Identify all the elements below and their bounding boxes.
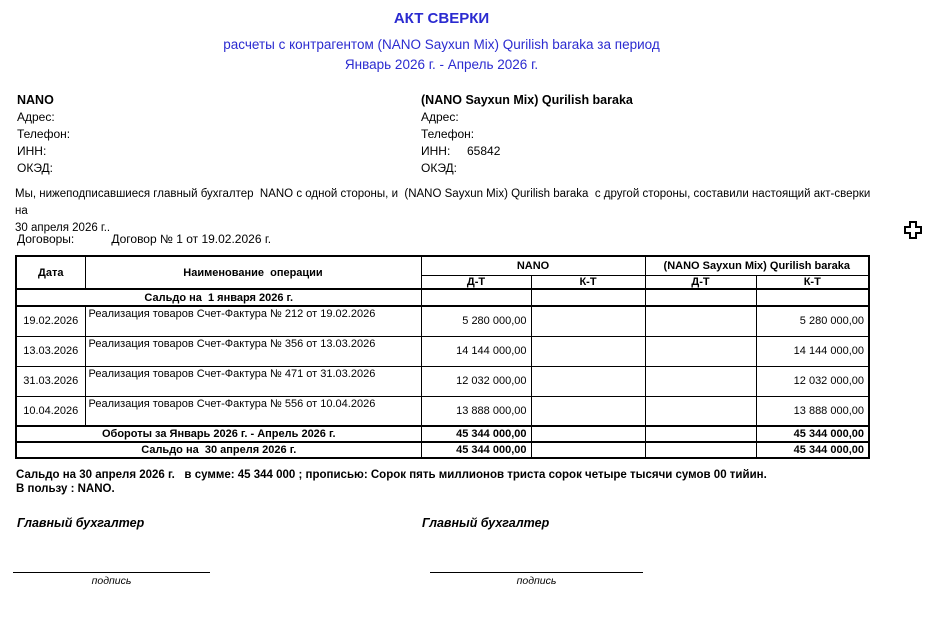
row-org2-kt: 13 888 000,00 <box>756 396 869 426</box>
col-header-org2: (NANO Sayxun Mix) Qurilish baraka <box>645 256 869 275</box>
party-block-right <box>421 91 841 177</box>
summary-amount-line: Сальдо на 30 апреля 2026 г. в сумме: 45 344 000 ; прописью: Сорок пять миллионов триста сорок четыре тысячи сумов 00 тийин. <box>16 469 767 481</box>
row-org2-kt: 12 032 000,00 <box>756 366 869 396</box>
signature-caption-left: подпись <box>91 575 132 587</box>
turnover-org2-kt: 45 344 000,00 <box>756 426 869 442</box>
closing-org1-dt: 45 344 000,00 <box>421 442 531 458</box>
summary-block <box>16 468 896 496</box>
signature-line-left <box>13 572 210 573</box>
row-org2-dt <box>645 336 756 366</box>
field-value: 65842 <box>467 144 501 158</box>
turnover-org2-dt <box>645 426 756 442</box>
table-row <box>16 336 869 366</box>
intro-line: Мы, нижеподписавшиеся главный бухгалтер NANO с одной стороны, и (NANO Sayxun Mix) Qurilish baraka с другой стороны, составили настоящий акт-сверки на <box>15 188 874 217</box>
row-date: 13.03.2026 <box>16 336 85 366</box>
contracts-line <box>17 232 271 246</box>
row-org2-dt <box>645 366 756 396</box>
party-field-oked <box>17 160 407 177</box>
reconciliation-table <box>15 255 870 459</box>
row-operation: Реализация товаров Счет-Фактура № 471 от 31.03.2026 <box>85 366 421 396</box>
party-field-oked <box>421 160 841 177</box>
row-operation: Реализация товаров Счет-Фактура № 356 от 13.03.2026 <box>85 336 421 366</box>
field-label: Адрес: <box>17 110 55 124</box>
field-label: Телефон: <box>421 127 475 141</box>
signatures-block <box>15 512 895 612</box>
party-field-inn <box>421 143 841 160</box>
opening-org2-dt <box>645 289 756 306</box>
opening-org2-kt <box>756 289 869 306</box>
field-label: ИНН: <box>17 144 47 158</box>
field-label: ОКЭД: <box>421 161 458 175</box>
turnover-org1-kt <box>531 426 645 442</box>
row-org1-kt <box>531 306 645 336</box>
col-header-org2-dt: Д-Т <box>645 275 756 289</box>
row-org2-kt: 14 144 000,00 <box>756 336 869 366</box>
col-header-operation: Наименование операции <box>85 256 421 289</box>
opening-org1-dt <box>421 289 531 306</box>
document-title: АКТ СВЕРКИ <box>393 10 490 27</box>
party-field-phone <box>17 126 407 143</box>
summary-favor-line: В пользу : NANO. <box>16 483 115 495</box>
turnover-org1-dt: 45 344 000,00 <box>421 426 531 442</box>
row-org1-dt: 14 144 000,00 <box>421 336 531 366</box>
table-header-row-orgs <box>16 256 869 275</box>
party-field-address <box>17 109 407 126</box>
document-subtitle-period: расчеты с контрагентом (NANO Sayxun Mix) Qurilish baraka за период <box>223 37 660 52</box>
opening-balance-label: Сальдо на 1 января 2026 г. <box>16 289 421 306</box>
row-org1-kt <box>531 336 645 366</box>
signature-line-right <box>430 572 643 573</box>
signature-title-right: Главный бухгалтер <box>422 516 550 530</box>
col-header-org1: NANO <box>421 256 645 275</box>
row-org1-kt <box>531 366 645 396</box>
row-org1-dt: 13 888 000,00 <box>421 396 531 426</box>
contracts-value: Договор № 1 от 19.02.2026 г. <box>111 232 272 246</box>
col-header-org2-kt: К-Т <box>756 275 869 289</box>
contracts-label: Договоры: <box>17 232 75 246</box>
document-header <box>15 10 868 75</box>
closing-balance-row <box>16 442 869 458</box>
field-label: ИНН: <box>421 144 451 158</box>
col-header-org1-dt: Д-Т <box>421 275 531 289</box>
cell-plus-cursor-icon <box>903 220 923 245</box>
col-header-org1-kt: К-Т <box>531 275 645 289</box>
row-date: 31.03.2026 <box>16 366 85 396</box>
row-org2-dt <box>645 396 756 426</box>
turnover-label: Обороты за Январь 2026 г. - Апрель 2026 г. <box>16 426 421 442</box>
row-org1-dt: 12 032 000,00 <box>421 366 531 396</box>
field-label: Телефон: <box>17 127 71 141</box>
signature-caption-right: подпись <box>516 575 557 587</box>
intro-paragraph <box>15 186 883 237</box>
field-label: Адрес: <box>421 110 459 124</box>
party-field-inn <box>17 143 407 160</box>
party-field-address <box>421 109 841 126</box>
row-operation: Реализация товаров Счет-Фактура № 212 от 19.02.2026 <box>85 306 421 336</box>
party-block-left <box>17 91 407 177</box>
closing-org1-kt <box>531 442 645 458</box>
signature-title-left: Главный бухгалтер <box>17 516 145 530</box>
closing-org2-dt <box>645 442 756 458</box>
table-row <box>16 306 869 336</box>
party-name-left: NANO <box>17 93 54 107</box>
party-field-phone <box>421 126 841 143</box>
row-org1-dt: 5 280 000,00 <box>421 306 531 336</box>
row-operation: Реализация товаров Счет-Фактура № 556 от 10.04.2026 <box>85 396 421 426</box>
field-label: ОКЭД: <box>17 161 54 175</box>
opening-org1-kt <box>531 289 645 306</box>
row-org2-dt <box>645 306 756 336</box>
party-name-right: (NANO Sayxun Mix) Qurilish baraka <box>421 93 633 107</box>
document-subtitle-dates: Январь 2026 г. - Апрель 2026 г. <box>344 57 539 72</box>
closing-balance-label: Сальдо на 30 апреля 2026 г. <box>16 442 421 458</box>
turnover-row <box>16 426 869 442</box>
opening-balance-row <box>16 289 869 306</box>
closing-org2-kt: 45 344 000,00 <box>756 442 869 458</box>
table-row <box>16 396 869 426</box>
intro-line: 30 апреля 2026 г.. <box>15 222 111 234</box>
row-org1-kt <box>531 396 645 426</box>
row-date: 19.02.2026 <box>16 306 85 336</box>
row-date: 10.04.2026 <box>16 396 85 426</box>
table-row <box>16 366 869 396</box>
row-org2-kt: 5 280 000,00 <box>756 306 869 336</box>
col-header-date: Дата <box>16 256 85 289</box>
